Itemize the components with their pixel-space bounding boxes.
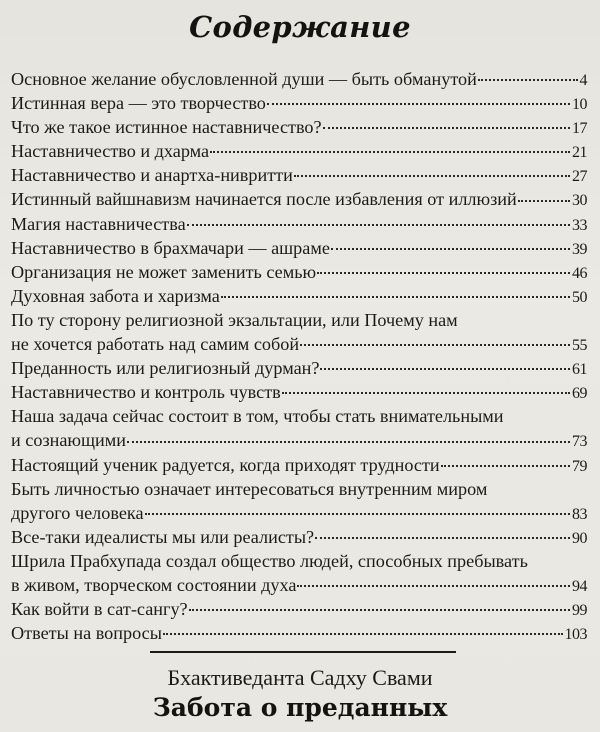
toc-entry-title: Что же такое истинное наставничество? [11,117,322,138]
toc-entry-title: Наставничество в брахмачари — ашраме [11,237,330,258]
page-number: 30 [572,192,587,210]
toc-entry-line [11,332,587,356]
dot-leader [282,392,570,394]
dot-leader [441,465,570,467]
page-number: 33 [572,216,587,234]
toc-entry-line [11,67,587,91]
page-number: 10 [572,96,587,114]
toc-entry-line [11,501,587,525]
toc-entry [11,139,587,163]
toc-entry-title: Как войти в сат-сангу? [11,599,188,620]
toc-entry [11,404,587,452]
dot-leader [317,272,570,274]
toc-entry [11,115,587,139]
toc-entry-line [11,236,587,260]
toc-entry-title: Основное желание обусловленной души — быть обманутой [11,69,477,89]
toc-entry-line [11,356,587,380]
dot-leader [315,537,570,539]
page-number: 94 [572,577,587,595]
dot-leader [478,79,578,81]
toc-entry-title: Истинная вера — это творчество [11,93,266,114]
toc-entry-line [11,525,587,549]
dot-leader [294,175,570,177]
toc-entry-title: Шрила Прабхупада создал общество людей, способных пребывать [11,550,528,571]
toc-entry-title: и сознающими [11,430,127,451]
toc-entry [11,163,587,187]
toc-entry-line [11,573,587,597]
toc-entry-title: Наставничество и контроль чувств [11,382,281,403]
page-number: 73 [572,433,587,451]
page-number: 21 [572,144,587,162]
page-number: 39 [572,240,587,258]
toc-entry-title: Истинный вайшнавизм начинается после избавления от иллюзий [11,189,517,210]
page-number: 61 [572,361,587,379]
toc-entry-line [11,549,587,573]
dot-leader [163,633,563,635]
toc-entry [11,477,587,525]
page-number: 17 [572,120,587,138]
toc-entry-line [11,115,587,139]
toc-entry [11,308,587,356]
dot-leader [267,103,570,105]
toc-title: Содержание [189,10,411,44]
toc-entry-line [11,477,587,501]
dot-leader [210,151,570,153]
toc-entry [11,212,587,236]
author-name: Бхактиведанта Садху Свами [167,665,433,690]
page-number: 90 [572,529,587,547]
dot-leader [221,296,570,298]
dot-leader [187,224,570,226]
toc-entry-line [11,91,587,115]
dot-leader [297,585,570,587]
toc-entry-line [11,212,587,236]
toc-entry-title: Настоящий ученик радуется, когда приходят трудности [11,454,440,475]
page-number: 79 [572,457,587,475]
page-number: 46 [572,264,587,282]
dot-leader [145,513,570,515]
toc-entry-title: не хочется работать над самим собой [11,334,300,355]
table-of-contents [11,67,587,645]
toc-entry-title: другого человека [11,502,144,523]
toc-entry [11,284,587,308]
page-number: 27 [572,168,587,186]
page-number: 55 [572,337,587,355]
book-title: Забота о преданных [152,693,448,722]
page-number: 99 [572,602,587,620]
toc-entry-line [11,404,587,428]
toc-entry [11,67,587,91]
page-number: 103 [564,626,587,644]
separator-rule [150,651,456,653]
dot-leader [518,200,570,202]
dot-leader [331,248,570,250]
toc-entry-line [11,260,587,284]
page-number: 50 [572,288,587,306]
toc-entry-line [11,139,587,163]
toc-entry-line [11,284,587,308]
toc-entry [11,236,587,260]
dot-leader [127,441,570,443]
toc-entry-title: Магия наставничества [11,213,186,234]
toc-entry-title: Организация не может заменить семью [11,261,317,282]
toc-entry [11,260,587,284]
page-number: 69 [572,385,587,403]
toc-entry-title: По ту сторону религиозной экзальтации, или Почему нам [11,309,458,330]
toc-entry-line [11,453,587,477]
dot-leader [320,368,570,370]
toc-entry-title: Преданность или религиозный дурман? [11,358,320,379]
dot-leader [300,344,570,346]
page-number: 4 [579,72,587,89]
toc-entry-line [11,380,587,404]
toc-entry-line [11,187,587,211]
toc-entry [11,525,587,549]
dot-leader [323,127,570,129]
toc-entry-title: Наша задача сейчас состоит в том, чтобы стать внимательными [11,406,504,427]
toc-entry [11,187,587,211]
page-number: 83 [572,505,587,523]
toc-entry [11,621,587,645]
toc-entry-title: Наставничество и дхарма [11,141,210,162]
toc-entry [11,380,587,404]
toc-entry-title: Ответы на вопросы [11,623,162,644]
toc-entry [11,453,587,477]
toc-entry [11,597,587,621]
dot-leader [189,609,570,611]
toc-entry [11,356,587,380]
toc-entry-line [11,597,587,621]
toc-entry-title: в живом, творческом состоянии духа [11,574,297,595]
toc-entry-title: Духовная забота и харизма [11,285,220,306]
toc-entry-line [11,621,587,645]
toc-entry-title: Все-таки идеалисты мы или реалисты? [11,526,315,547]
toc-entry [11,549,587,597]
toc-entry-line [11,308,587,332]
toc-entry [11,91,587,115]
toc-entry-line [11,163,587,187]
toc-entry-line [11,428,587,452]
toc-entry-title: Быть личностью означает интересоваться внутренним миром [11,478,488,499]
toc-entry-title: Наставничество и анартха-нивритти [11,165,293,186]
